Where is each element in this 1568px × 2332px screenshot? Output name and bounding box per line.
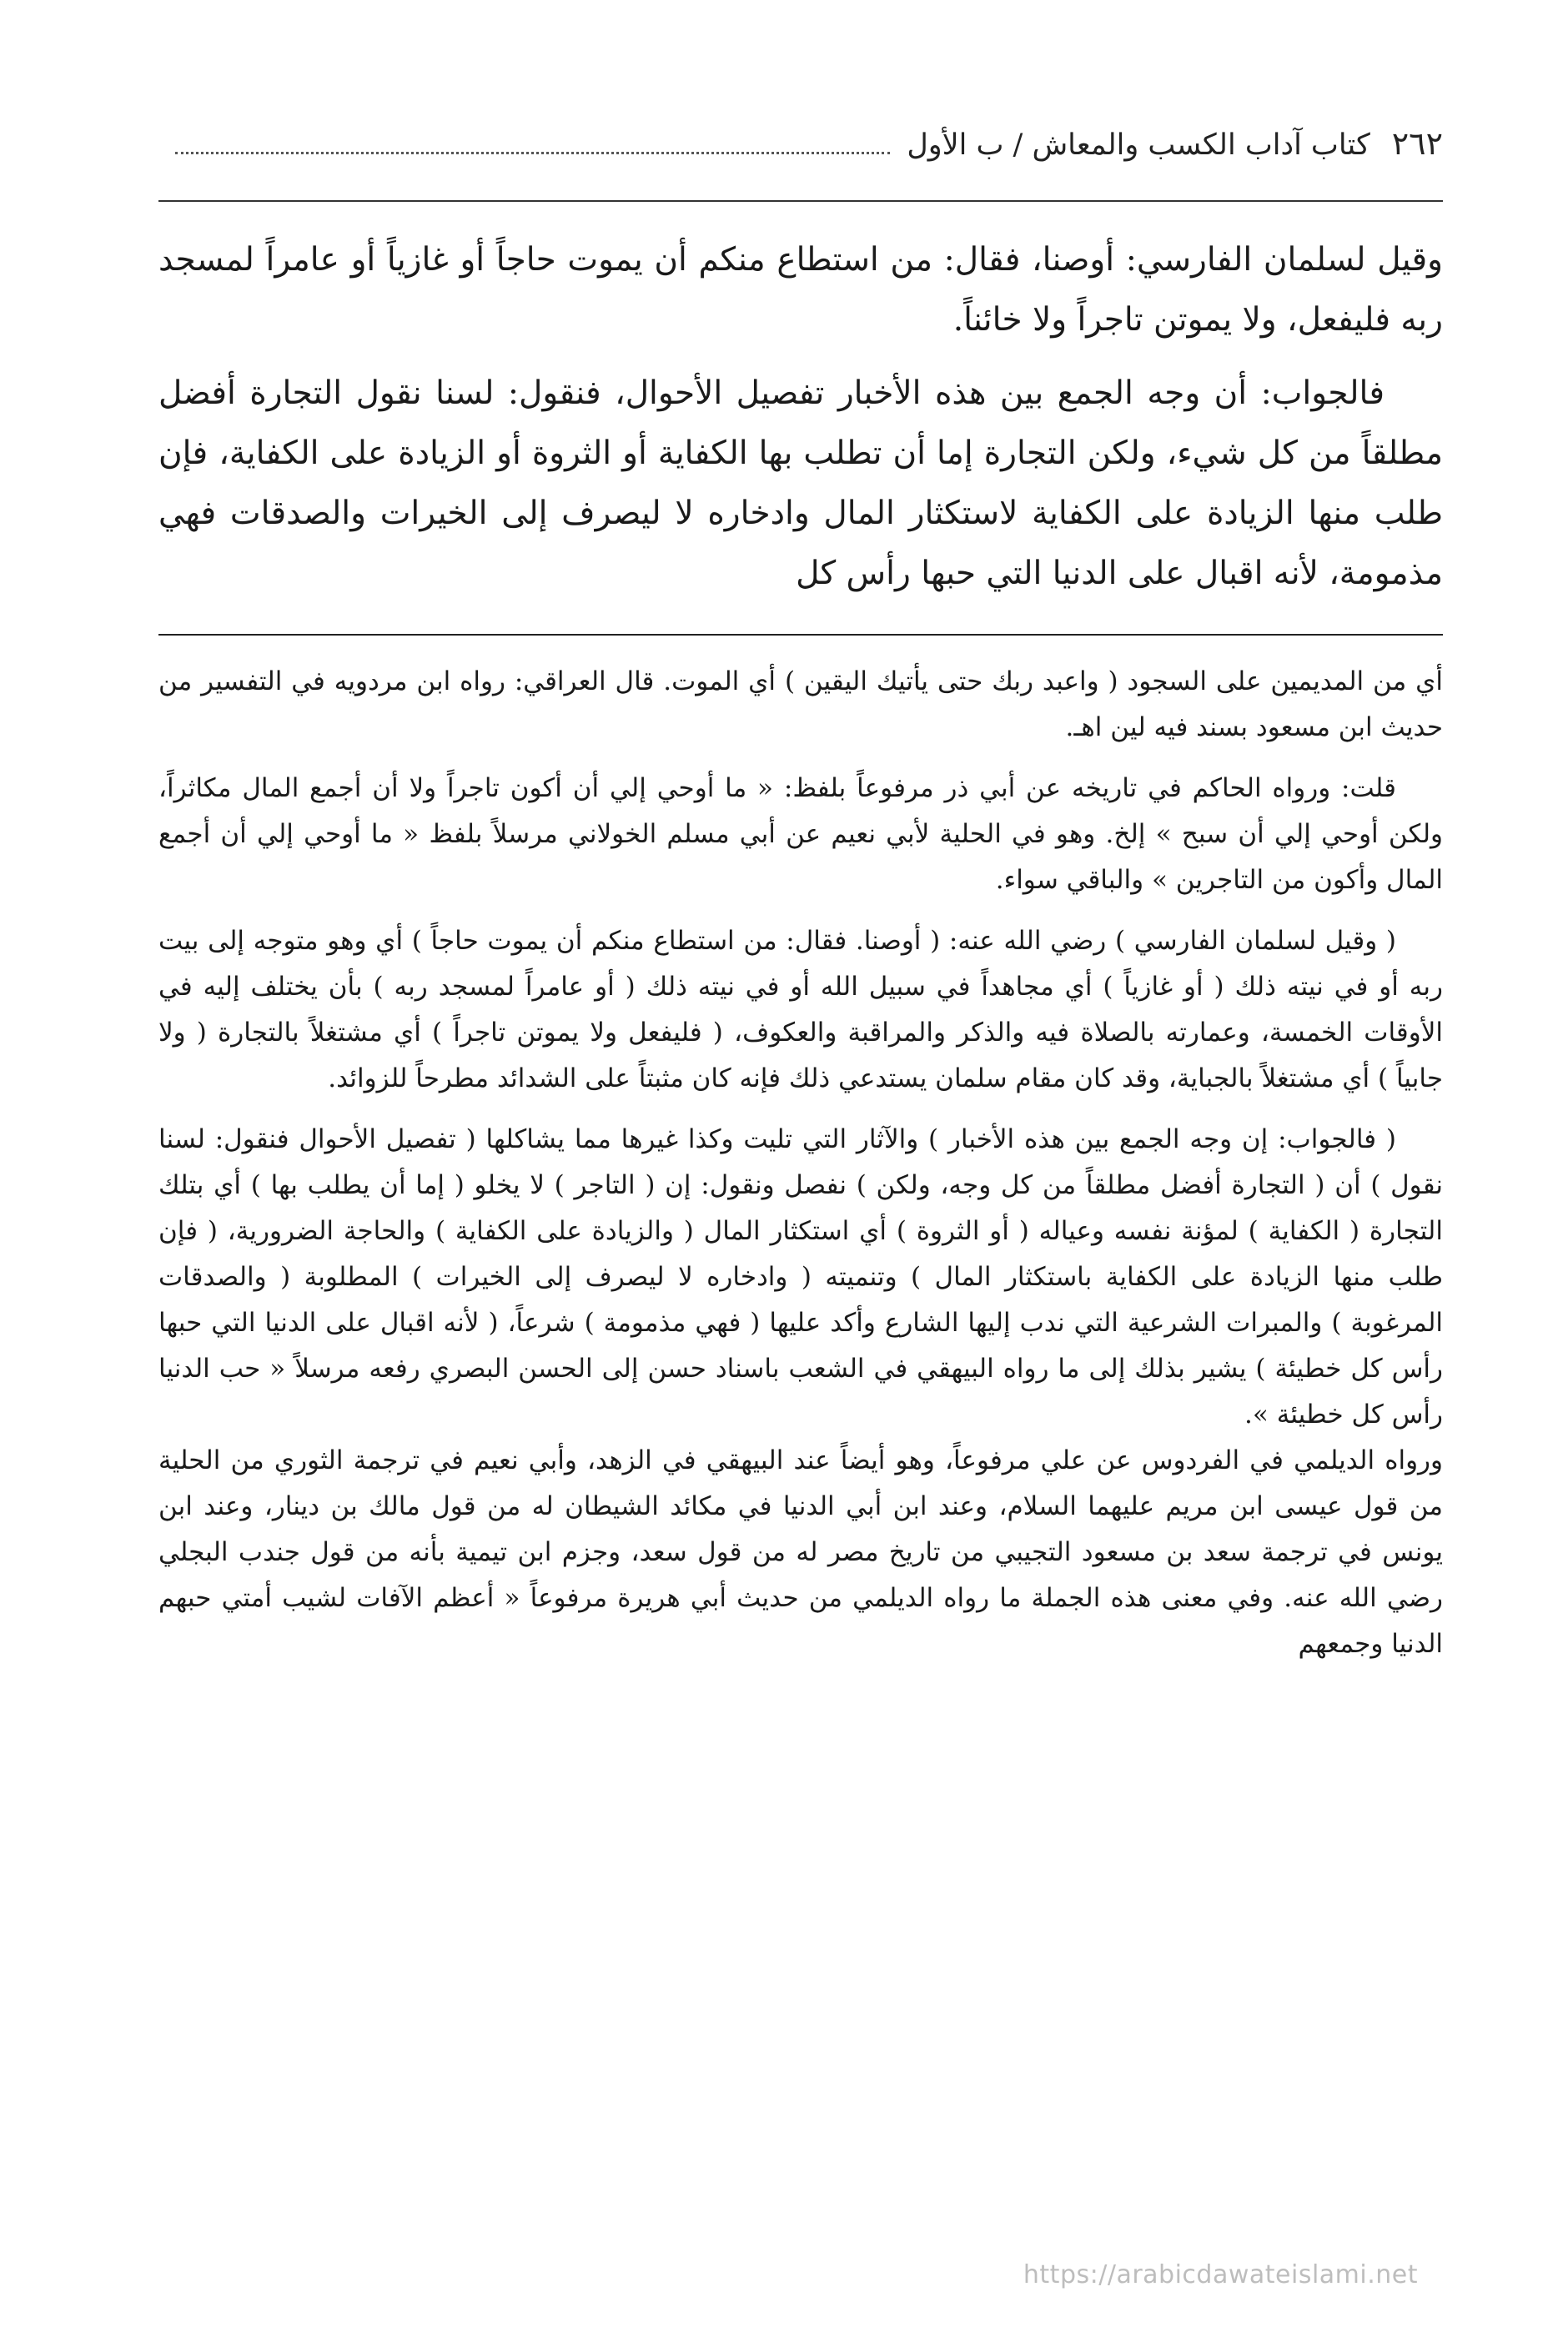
commentary-paragraph: ( وقيل لسلمان الفارسي ) رضي الله عنه: ( أوصنا. فقال: من استطاع منكم أن يموت حاجاً ) أي وهو متوجه إلى بيت ربه أو في نيته ذلك ( أو غازياً ) أي مجاهداً في سبيل الله أو في نيته ذلك ( أو عامراً لمسجد ربه ) بأن يختلف إليه في الأوقات الخمسة، وعمارته بالصلاة فيه والذكر والمراقبة والعكوف، ( فليفعل ولا يموتن تاجراً ) أي مشتغلاً بالتجارة ( ولا جابياً ) أي مشتغلاً بالجباية، وقد كان مقام سلمان يستدعي ذلك فإنه كان مثبتاً على الشدائد مطرحاً للزوائد. — [158, 926, 1443, 1093]
commentary-paragraph: ( فالجواب: إن وجه الجمع بين هذه الأخبار ) والآثار التي تليت وكذا غيرها مما يشاكلها ( تفصيل الأحوال فنقول: لسنا نقول ) أن ( التجارة أفضل مطلقاً من كل وجه، ولكن ) نفصل ونقول: إن ( التاجر ) لا يخلو ( إما أن يطلب بها ) أي بتلك التجارة ( الكفاية ) لمؤنة نفسه وعياله ( أو الثروة ) أي استكثار المال ( والزيادة على الكفاية ) والحاجة الضرورية، ( فإن طلب منها الزيادة على الكفاية باستكثار المال ) وتنميته ( وادخاره لا ليصرف إلى الخيرات ) المطلوبة ( والصدقات المرغوبة ) والمبرات الشرعية التي ندب إليها الشارع وأكد عليها ( فهي مذمومة ) شرعاً، ( لأنه اقبال على الدنيا التي حبها رأس كل خطيئة ) يشير بذلك إلى ما رواه البيهقي في الشعب باسناد حسن إلى الحسن البصري رفعه مرسلاً « حب الدنيا رأس كل خطيئة ». — [158, 1124, 1443, 1430]
commentary — [158, 659, 1443, 1667]
commentary-paragraph: ورواه الديلمي في الفردوس عن علي مرفوعاً، وهو أيضاً عند البيهقي في الزهد، وأبي نعيم في ترجمة الثوري من الحلية من قول عيسى ابن مريم عليهما السلام، وعند ابن أبي الدنيا في مكائد الشيطان له من قول مالك بن دينار، وعند ابن يونس في ترجمة سعد بن مسعود التجيبي من تاريخ مصر له من قول سعد، وجزم ابن تيمية بأنه من قول جندب البجلي رضي الله عنه. وفي معنى هذه الجملة ما رواه الديلمي من حديث أبي هريرة مرفوعاً « أعظم الآفات لشيب أمتي حبهم الدنيا وجمعهم — [158, 1445, 1443, 1659]
main-paragraph: فالجواب: أن وجه الجمع بين هذه الأخبار تفصيل الأحوال، فنقول: لسنا نقول التجارة أفضل مطلقاً من كل شيء، ولكن التجارة إما أن تطلب بها الكفاية أو الثروة أو الزيادة على الكفاية، فإن طلب منها الزيادة على الكفاية لاستكثار المال وادخاره لا ليصرف إلى الخيرات والصدقات فهي مذمومة، لأنه اقبال على الدنيا التي حبها رأس كل — [158, 374, 1443, 592]
header-dotted-leader — [175, 151, 890, 154]
commentary-divider — [158, 634, 1443, 636]
main-paragraph: وقيل لسلمان الفارسي: أوصنا، فقال: من استطاع منكم أن يموت حاجاً أو غازياً أو عامراً لمسجد ربه فليفعل، ولا يموتن تاجراً ولا خائناً. — [158, 241, 1443, 339]
running-header — [158, 125, 1443, 202]
running-title: كتاب آداب الكسب والمعاش / ب الأول — [907, 128, 1370, 162]
main-text — [158, 230, 1443, 604]
book-page — [158, 125, 1443, 1667]
commentary-paragraph: أي من المديمين على السجود ( واعبد ربك حتى يأتيك اليقين ) أي الموت. قال العراقي: رواه ابن مردويه في التفسير من حديث ابن مسعود بسند فيه لين اهـ. — [158, 666, 1443, 742]
commentary-paragraph: قلت: ورواه الحاكم في تاريخه عن أبي ذر مرفوعاً بلفظ: « ما أوحي إلي أن أكون تاجراً ولا أن أجمع المال مكاثراً، ولكن أوحي إلي أن سبح » إلخ. وهو في الحلية لأبي نعيم عن أبي مسلم الخولاني مرسلاً بلفظ « ما أوحي إلي أن أجمع المال وأكون من التاجرين » والباقي سواء. — [158, 773, 1443, 895]
page-number: ٢٦٢ — [1391, 125, 1443, 162]
watermark-url: https://arabicdawateislami.net — [1023, 2260, 1418, 2289]
